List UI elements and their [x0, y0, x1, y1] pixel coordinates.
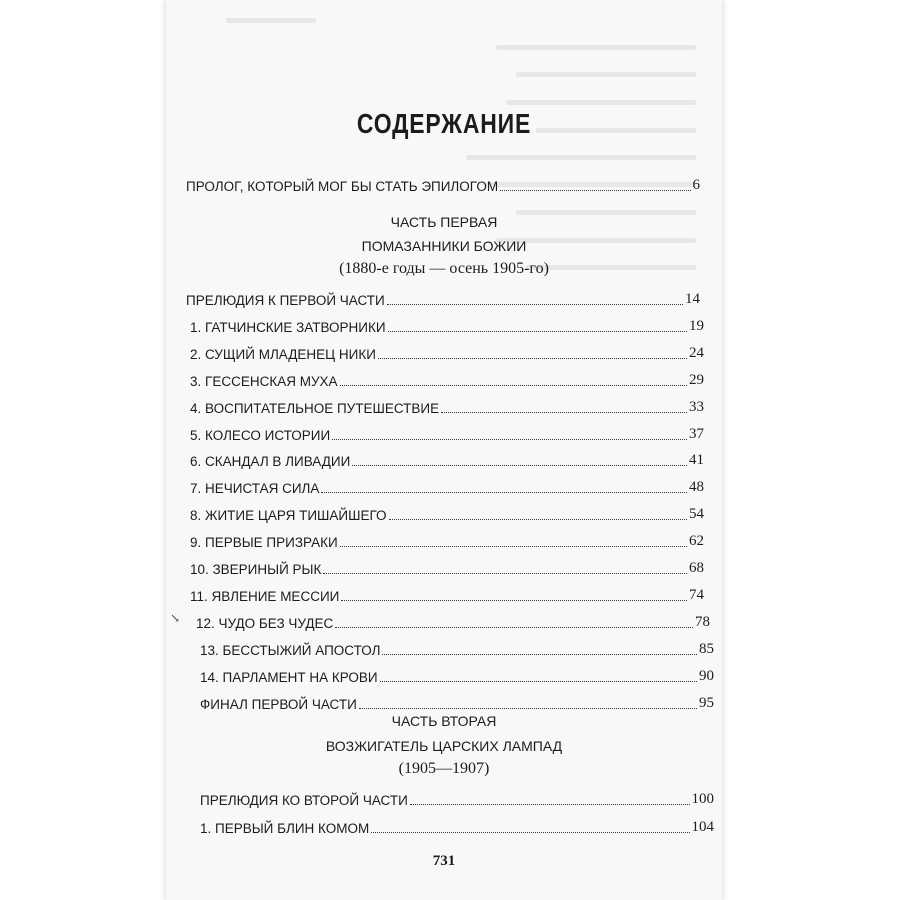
entry-title: 11. ЯВЛЕНИЕ МЕССИИ [190, 588, 340, 604]
entry-title: ПРЕЛЮДИЯ К ПЕРВОЙ ЧАСТИ [186, 293, 385, 308]
leader-dots [340, 385, 687, 386]
toc-entry [190, 501, 704, 523]
entry-page: 24 [689, 344, 704, 361]
toc-entry [200, 663, 714, 685]
part2-dates: (1905—1907) [398, 760, 490, 777]
pencil-mark-icon: ↘ [170, 611, 181, 625]
entry-title: 1. ГАТЧИНСКИЕ ЗАТВОРНИКИ [190, 319, 386, 335]
entry-page: 104 [691, 819, 714, 835]
toc-entry [190, 394, 704, 416]
entry-title: ПРОЛОГ, КОТОРЫЙ МОГ БЫ СТАТЬ ЭПИЛОГОМ [186, 179, 499, 194]
part1-name: ПОМАЗАННИКИ БОЖИИ [361, 238, 527, 254]
toc-entry [186, 286, 700, 308]
entry-page: 54 [689, 506, 704, 523]
entry-page: 78 [695, 613, 710, 630]
toc-entry [190, 313, 704, 335]
entry-title: 3. ГЕССЕНСКАЯ МУХА [190, 373, 338, 389]
entry-title: 9. ПЕРВЫЕ ПРИЗРАКИ [190, 535, 338, 551]
leader-dots [341, 600, 687, 601]
entry-page: 68 [689, 560, 704, 576]
entry-title: 7. НЕЧИСТАЯ СИЛА [190, 481, 320, 497]
entry-title: 4. ВОСПИТАТЕЛЬНОЕ ПУТЕШЕСТВИЕ [190, 400, 440, 416]
page-number: 731 [432, 853, 456, 869]
leader-dots [323, 573, 687, 574]
toc-entry [200, 690, 714, 712]
leader-dots [382, 654, 697, 655]
entry-title: 6. СКАНДАЛ В ЛИВАДИИ [190, 454, 351, 470]
page-title: СОДЕРЖАНИЕ [356, 108, 532, 139]
toc-entry [190, 582, 704, 604]
book-page [166, 0, 722, 900]
part2-label: ЧАСТЬ ВТОРАЯ [391, 713, 497, 729]
entry-title: 2. СУЩИЙ МЛАДЕНЕЦ НИКИ [190, 346, 376, 362]
entry-title: 10. ЗВЕРИНЫЙ РЫК [190, 562, 322, 577]
entry-page: 100 [691, 791, 714, 807]
entry-page: 74 [689, 586, 704, 603]
entry-title: 8. ЖИТИЕ ЦАРЯ ТИШАЙШЕГО [190, 508, 387, 524]
toc-entry [196, 609, 710, 631]
leader-dots [332, 439, 687, 440]
entry-page: 33 [689, 398, 704, 415]
leader-dots [371, 832, 689, 833]
leader-dots [359, 708, 697, 709]
part1-label: ЧАСТЬ ПЕРВАЯ [390, 214, 498, 230]
entry-title: 1. ПЕРВЫЙ БЛИН КОМОМ [200, 821, 370, 836]
toc-entry [190, 340, 704, 362]
leader-dots [410, 804, 690, 805]
entry-title: 13. БЕССТЫЖИЙ АПОСТОЛ [200, 642, 381, 658]
leader-dots [500, 190, 690, 191]
leader-dots [389, 519, 687, 520]
leader-dots [321, 492, 687, 493]
entry-page: 37 [689, 425, 704, 442]
entry-page: 19 [689, 317, 704, 334]
entry-page: 85 [699, 640, 714, 657]
toc-entry [190, 447, 704, 469]
leader-dots [441, 412, 687, 413]
leader-dots [378, 358, 687, 359]
leader-dots [340, 546, 687, 547]
toc-entry [200, 814, 714, 836]
entry-page: 62 [689, 533, 704, 550]
leader-dots [335, 627, 693, 628]
entry-page: 95 [699, 694, 714, 711]
toc-entry [190, 474, 704, 496]
entry-page: 6 [692, 177, 700, 193]
toc-entry [190, 555, 704, 577]
entry-title: 14. ПАРЛАМЕНТ НА КРОВИ [200, 669, 378, 685]
leader-dots [352, 465, 687, 466]
leader-dots [380, 681, 697, 682]
toc-entry-prologue [186, 172, 700, 194]
entry-title: ПРЕЛЮДИЯ КО ВТОРОЙ ЧАСТИ [200, 793, 408, 808]
leader-dots [388, 331, 687, 332]
show-through-text [166, 0, 722, 300]
toc-entry [190, 421, 704, 443]
part1-dates: (1880-е годы — осень 1905-го) [339, 260, 549, 277]
toc-entry [200, 786, 714, 808]
leader-dots [387, 304, 683, 305]
entry-title: ФИНАЛ ПЕРВОЙ ЧАСТИ [200, 696, 357, 712]
toc-entry [200, 636, 714, 658]
part2-name: ВОЗЖИГАТЕЛЬ ЦАРСКИХ ЛАМПАД [325, 738, 563, 754]
toc-entry [190, 367, 704, 389]
toc-entry [190, 528, 704, 550]
entry-page: 48 [689, 479, 704, 496]
entry-page: 14 [685, 291, 700, 307]
entry-page: 41 [689, 452, 704, 469]
entry-page: 29 [689, 371, 704, 388]
entry-title: 5. КОЛЕСО ИСТОРИИ [190, 427, 331, 443]
entry-page: 90 [699, 667, 714, 684]
entry-title: 12. ЧУДО БЕЗ ЧУДЕС [196, 615, 334, 631]
